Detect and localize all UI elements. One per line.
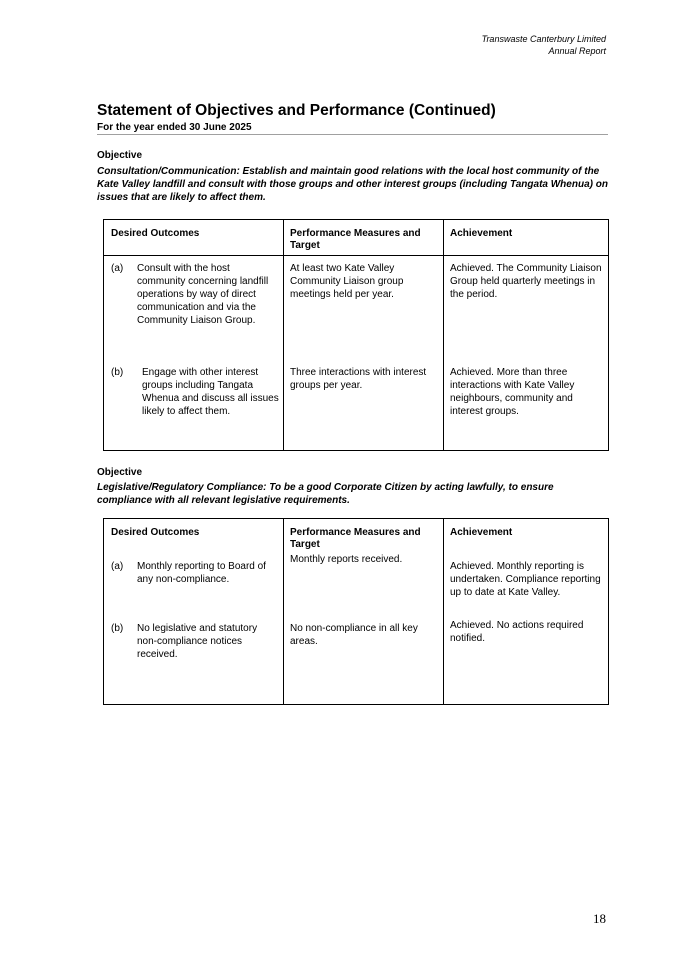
- objective-label: Objective: [97, 467, 143, 478]
- company-name: Transwaste Canterbury Limited: [481, 34, 606, 44]
- achievement: Achieved. The Community Liaison Group held quarterly meetings in the period.: [450, 263, 602, 300]
- column-header-outcomes: Desired Outcomes: [111, 527, 200, 538]
- row-marker: (b): [111, 623, 124, 634]
- title-divider: [97, 134, 608, 135]
- row-marker: (b): [111, 367, 124, 378]
- objectives-table: [103, 219, 609, 451]
- objective-text: Consultation/Communication: Establish and maintain good relations with the local host community of the Kate Valley landfill and consult with those groups and other interest groups (including Tangata Whenua) on issues that are likely to affect them.: [97, 166, 608, 203]
- desired-outcome: Engage with other interest groups including Tangata Whenua and discuss all issues likely to affect them.: [142, 367, 279, 417]
- desired-outcome: Monthly reporting to Board of any non-compliance.: [137, 561, 266, 585]
- performance-measure: Monthly reports received.: [290, 554, 403, 565]
- column-divider: [443, 519, 444, 704]
- row-marker: (a): [111, 561, 124, 572]
- objective-label: Objective: [97, 150, 143, 161]
- column-divider: [283, 519, 284, 704]
- desired-outcome: Consult with the host community concerning landfill operations by way of direct communication and via the Community Liaison Group.: [137, 263, 269, 326]
- column-header-outcomes: Desired Outcomes: [111, 228, 200, 239]
- objective-text: Legislative/Regulatory Compliance: To be a good Corporate Citizen by acting lawfully, to ensure compliance with all relevant legislative requirements.: [97, 482, 554, 506]
- column-header-achievement: Achievement: [450, 527, 513, 538]
- column-header-measures: Performance Measures and Target: [290, 228, 421, 251]
- report-name: Annual Report: [548, 46, 606, 56]
- achievement: Achieved. Monthly reporting is undertaken. Compliance reporting up to date at Kate Valley.: [450, 561, 601, 598]
- page-subtitle: For the year ended 30 June 2025: [97, 122, 252, 133]
- performance-measure: No non-compliance in all key areas.: [290, 623, 418, 647]
- page-title: Statement of Objectives and Performance (Continued): [97, 102, 496, 119]
- header-divider: [104, 255, 608, 256]
- column-header-achievement: Achievement: [450, 228, 513, 239]
- objectives-table: [103, 518, 609, 705]
- performance-measure: Three interactions with interest groups per year.: [290, 367, 427, 391]
- page-header: [482, 33, 606, 57]
- achievement: Achieved. No actions required notified.: [450, 620, 584, 644]
- page-number: 18: [593, 911, 606, 926]
- desired-outcome: No legislative and statutory non-compliance notices received.: [137, 623, 258, 660]
- column-header-measures: Performance Measures and Target: [290, 527, 421, 550]
- achievement: Achieved. More than three interactions with Kate Valley neighbours, community and interest groups.: [450, 367, 575, 417]
- performance-measure: At least two Kate Valley Community Liaison group meetings held per year.: [290, 263, 404, 300]
- row-marker: (a): [111, 263, 124, 274]
